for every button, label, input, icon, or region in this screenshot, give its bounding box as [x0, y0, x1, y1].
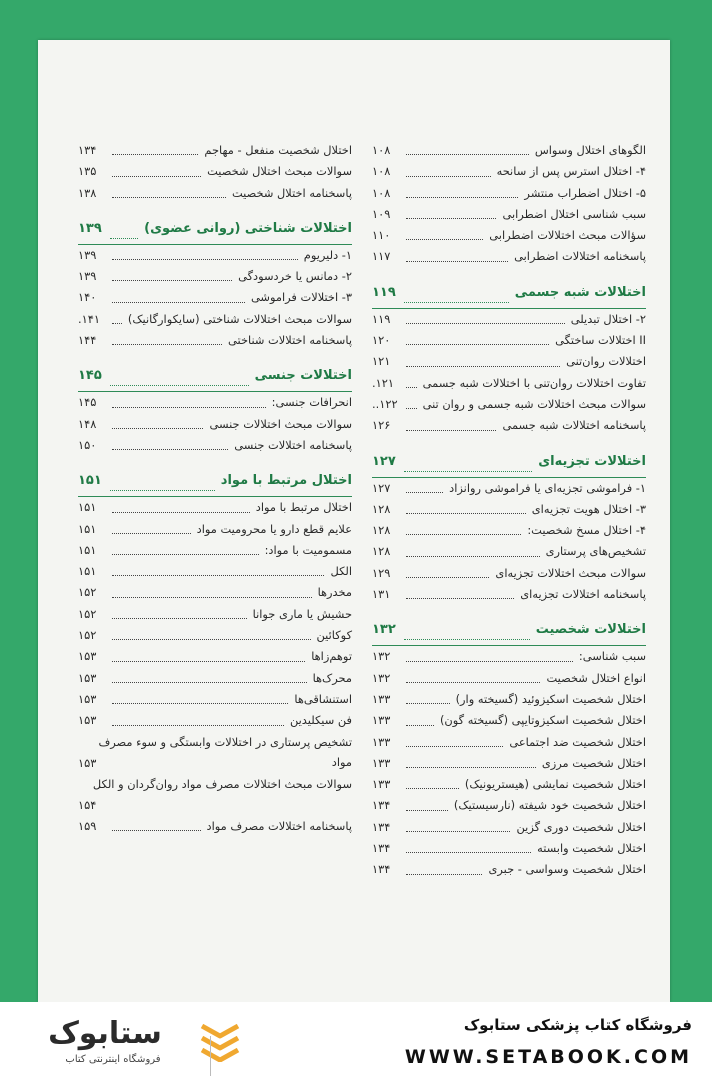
- leader-dots: [406, 387, 417, 388]
- toc-entry: [78, 497, 352, 518]
- toc-section-heading: [372, 451, 646, 478]
- toc-section-heading: [78, 365, 352, 392]
- entry-page-number: ۱۵۳: [78, 649, 97, 664]
- toc-entry: [372, 838, 646, 859]
- leader-dots: [406, 534, 521, 535]
- entry-title: سبب شناسی اختلال اضطرابی: [502, 206, 646, 221]
- entry-title: الگوهای اختلال وسواس: [534, 143, 646, 157]
- section-title: اختلالات جنسی: [254, 368, 352, 384]
- entry-page-number: ۱۱۹: [372, 311, 391, 326]
- toc-entry: [78, 646, 352, 667]
- leader-dots: [112, 703, 288, 704]
- toc-entry: [372, 373, 646, 394]
- entry-title: پاسخنامه اختلالات شناختی: [228, 333, 352, 348]
- leader-dots: [112, 533, 191, 534]
- toc-entry: [78, 625, 352, 646]
- entry-page-number: ۱۳۳: [372, 734, 391, 749]
- leader-dots: [406, 556, 540, 557]
- toc-entry: [372, 415, 646, 436]
- entry-page-number: ۱۳۹: [78, 247, 97, 262]
- leader-dots: [112, 154, 198, 155]
- leader-dots: [406, 239, 483, 240]
- section-title: اختلالات شناختی (روانی عضوی): [144, 220, 352, 236]
- toc-entry: [78, 435, 352, 456]
- entry-title: انحرافات جنسی:: [271, 395, 352, 410]
- entry-page-number: ۱۳۹: [78, 269, 97, 284]
- entry-title: محرک‌ها: [312, 670, 352, 685]
- entry-title: II اختلالات ساختگی: [555, 333, 646, 348]
- toc-entry: [372, 646, 646, 667]
- entry-title: ۴- اختلال مسخ شخصیت:: [527, 523, 646, 538]
- logo-tagline: فروشگاه اینترنتی کتاب: [65, 1054, 161, 1065]
- leader-dots: [112, 597, 312, 598]
- entry-page-number: ۱۵۱: [78, 500, 97, 515]
- entry-page-number: ۱۱۷: [372, 249, 391, 264]
- section-page-number: ۱۱۹: [372, 284, 396, 300]
- entry-page-number: ۱۳۵: [78, 164, 97, 179]
- leader-dots: [112, 280, 232, 281]
- toc-entry: [372, 246, 646, 267]
- leader-dots: [112, 682, 307, 683]
- entry-title: اختلال شخصیت دوری گزین: [516, 819, 646, 834]
- entry-title: علایم قطع دارو یا محرومیت مواد: [196, 521, 352, 536]
- entry-title: سوالات مبحث اختلالات جنسی: [209, 416, 352, 431]
- entry-page-number: ۱۲۱.: [372, 375, 394, 390]
- entry-title: اختلال مرتبط با مواد: [255, 500, 352, 515]
- toc-entry: [78, 287, 352, 308]
- toc-entry: [372, 140, 646, 161]
- entry-page-number: ۱۰۹: [372, 206, 391, 221]
- entry-title: تفاوت اختلالات روان‌تنی با اختلالات شبه جسمی: [422, 375, 646, 390]
- toc-entry: [372, 204, 646, 225]
- entry-title: ۳- اختلالات فراموشی: [250, 290, 352, 305]
- toc-entry: [372, 309, 646, 330]
- toc-entry: [372, 520, 646, 541]
- leader-dots: [112, 302, 245, 303]
- toc-section-heading: [372, 619, 646, 646]
- toc-entry: [78, 561, 352, 582]
- entry-title: اختلال شخصیت اسکیزوتایپی (گسیخته گون): [439, 713, 646, 728]
- leader-dots: [112, 661, 305, 662]
- entry-page-number: ۱۵۳: [78, 755, 97, 770]
- entry-title: استنشاقی‌ها: [294, 691, 352, 706]
- entry-title: پاسخنامه اختلالات جنسی: [234, 437, 352, 452]
- entry-page-number: ۱۵۳: [78, 691, 97, 706]
- logo-wordmark: ستابوک: [48, 1016, 162, 1051]
- entry-page-number: ۱۳۸: [78, 185, 97, 200]
- leader-dots: [112, 639, 311, 640]
- leader-dots: [112, 554, 259, 555]
- section-page-number: ۱۲۷: [372, 453, 396, 469]
- toc-entry: [372, 668, 646, 689]
- toc-entry: [78, 710, 352, 731]
- toc-entry: [78, 309, 352, 330]
- leader-dots: [404, 471, 532, 472]
- toc-entry: [372, 183, 646, 204]
- toc-entry: [78, 414, 352, 435]
- entry-title: فن سیکلیدین: [289, 713, 352, 728]
- toc-entry: [372, 859, 646, 880]
- entry-page-number: ۱۴۱.: [78, 311, 100, 326]
- leader-dots: [112, 176, 201, 177]
- entry-page-number: ۱۳۴: [372, 798, 391, 813]
- entry-title: الکل: [330, 564, 352, 579]
- toc-entry: [372, 499, 646, 520]
- entry-title: اختلال شخصیت خود شیفته (نارسیستیک): [453, 798, 646, 813]
- entry-title: ۲- دمانس یا خردسودگی: [238, 269, 352, 284]
- entry-page-number: ۱۴۸: [78, 416, 97, 431]
- leader-dots: [406, 703, 450, 704]
- leader-dots: [406, 323, 565, 324]
- entry-title: اختلالات روان‌تنی: [566, 354, 646, 369]
- section-page-number: ۱۳۲: [372, 622, 396, 638]
- leader-dots: [406, 788, 459, 789]
- leader-dots: [406, 261, 508, 262]
- toc-entry: [78, 540, 352, 561]
- entry-title: ۵- اختلال اضطراب منتشر: [524, 185, 646, 200]
- entry-page-number: ۱۵۲: [78, 585, 97, 600]
- toc-entry: [78, 519, 352, 540]
- leader-dots: [406, 874, 482, 875]
- entry-title: مخدرها: [317, 585, 352, 600]
- entry-page-number: ۱۳۴: [78, 143, 97, 157]
- toc-entry: [372, 795, 646, 816]
- leader-dots: [406, 725, 434, 726]
- leader-dots: [110, 490, 215, 491]
- entry-page-number: ۱۲۶: [372, 418, 391, 433]
- section-page-number: ۱۵۱: [78, 473, 102, 489]
- entry-title: سوالات مبحث اختلالات شناختی (سایکوارگانیک): [127, 311, 352, 326]
- toc-entry: [372, 732, 646, 753]
- entry-title: ۴- اختلال استرس پس از سانحه: [496, 164, 646, 179]
- toc-entry: [372, 753, 646, 774]
- toc-entry: [78, 582, 352, 603]
- leader-dots: [404, 302, 509, 303]
- toc-section-heading: [372, 282, 646, 309]
- entry-title: اختلال شخصیت وابسته: [537, 841, 646, 856]
- leader-dots: [406, 767, 536, 768]
- store-name: فروشگاه کتاب پزشکی ستابوک: [463, 1016, 692, 1034]
- toc-entry: [372, 330, 646, 351]
- entry-title: تشخیص‌های پرستاری: [545, 544, 646, 559]
- store-url[interactable]: WWW.SETABOOK.COM: [404, 1046, 692, 1068]
- leader-dots: [406, 218, 496, 219]
- section-page-number: ۱۴۵: [78, 368, 102, 384]
- entry-page-number: ۱۲۷: [372, 480, 391, 495]
- entry-page-number: ۱۵۰: [78, 437, 97, 452]
- book-stack-icon: [198, 1018, 242, 1062]
- entry-title: پاسخنامه اختلالات تجزیه‌ای: [520, 587, 646, 602]
- entry-page-number: ۱۵۱: [78, 564, 97, 579]
- entry-page-number: ۱۵۱: [78, 542, 97, 557]
- entry-title: انواع اختلال شخصیت: [546, 670, 646, 685]
- toc-entry: [78, 604, 352, 625]
- entry-page-number: ۱۳۳: [372, 691, 391, 706]
- leader-dots: [112, 725, 284, 726]
- leader-dots: [406, 831, 510, 832]
- section-title: اختلالات شخصیت: [535, 622, 646, 638]
- leader-dots: [406, 577, 489, 578]
- entry-title: مسمومیت با مواد:: [264, 542, 352, 557]
- toc-entry: [372, 584, 646, 605]
- entry-page-number: ۱۵۲: [78, 606, 97, 621]
- leader-dots: [112, 512, 250, 513]
- entry-title: اختلال شخصیت وسواسی - جبری: [488, 862, 646, 877]
- entry-page-number: ۱۲۱: [372, 354, 391, 369]
- leader-dots: [112, 428, 203, 429]
- toc-entry: [78, 816, 352, 837]
- entry-title: سوالات مبحث اختلال شخصیت: [207, 164, 352, 179]
- toc-entry: [372, 689, 646, 710]
- section-page-number: ۱۳۹: [78, 220, 102, 236]
- toc-entry: [372, 478, 646, 499]
- leader-dots: [112, 323, 122, 324]
- toc-entry: [372, 351, 646, 372]
- store-banner: [0, 1002, 712, 1080]
- toc-entry: [78, 732, 352, 774]
- toc-entry: [78, 245, 352, 266]
- leader-dots: [406, 408, 417, 409]
- toc-entry: [78, 668, 352, 689]
- entry-page-number: ۱۴۴: [78, 333, 97, 348]
- entry-page-number: ۱۳۲: [372, 670, 391, 685]
- entry-title: اختلال شخصیت منفعل - مهاجم: [204, 143, 352, 157]
- entry-page-number: ۱۲۲..: [372, 396, 398, 411]
- toc-entry: [78, 330, 352, 351]
- leader-dots: [406, 661, 573, 662]
- entry-title: اختلال شخصیت اسکیزوئید (گسیخته وار): [455, 691, 646, 706]
- entry-title: ۲- اختلال تبدیلی: [570, 311, 646, 326]
- entry-title: پاسخنامه اختلالات اضطرابی: [514, 249, 646, 264]
- leader-dots: [112, 344, 222, 345]
- entry-page-number: ۱۰۸: [372, 164, 391, 179]
- toc-entry: [372, 817, 646, 838]
- entry-page-number: ۱۲۸: [372, 523, 391, 538]
- toc-entry: [372, 563, 646, 584]
- logo-divider: [210, 1036, 211, 1076]
- entry-page-number: ۱۳۴: [372, 862, 391, 877]
- entry-page-number: ۱۵۲: [78, 628, 97, 643]
- entry-page-number: ۱۵۴: [78, 797, 97, 812]
- entry-title: سوالات مبحث اختلالات شبه جسمی و روان تنی: [422, 396, 646, 411]
- toc-entry: [372, 774, 646, 795]
- entry-title: ۱- دلیریوم: [303, 247, 352, 262]
- section-title: اختلالات شبه جسمی: [514, 284, 646, 300]
- toc-section-heading: [78, 218, 352, 245]
- leader-dots: [112, 575, 324, 576]
- entry-page-number: ۱۲۸: [372, 544, 391, 559]
- toc-right-column: [372, 140, 646, 881]
- toc-entry: [78, 774, 352, 816]
- toc-entry: [372, 161, 646, 182]
- leader-dots: [406, 598, 514, 599]
- leader-dots: [406, 746, 503, 747]
- toc-entry: [78, 689, 352, 710]
- entry-page-number: ۱۳۱: [372, 587, 391, 602]
- leader-dots: [112, 197, 226, 198]
- entry-title: پاسخنامه اختلالات شبه جسمی: [502, 418, 646, 433]
- entry-title: سؤالات مبحث اختلالات اضطرابی: [489, 228, 646, 243]
- leader-dots: [406, 344, 549, 345]
- entry-page-number: ۱۳۳: [372, 713, 391, 728]
- entry-page-number: ۱۲۸: [372, 501, 391, 516]
- leader-dots: [112, 259, 298, 260]
- toc-entry: [372, 394, 646, 415]
- entry-title: پاسخنامه اختلال شخصیت: [231, 185, 352, 200]
- section-title: اختلال مرتبط با مواد: [220, 473, 352, 489]
- section-title: اختلالات تجزیه‌ای: [538, 453, 646, 469]
- leader-dots: [406, 682, 540, 683]
- leader-dots: [406, 176, 491, 177]
- entry-page-number: ۱۴۵: [78, 395, 97, 410]
- entry-title: ۱- فراموشی تجزیه‌ای یا فراموشی روانزاد: [449, 480, 646, 495]
- entry-title: سوالات مبحث اختلالات تجزیه‌ای: [495, 565, 646, 580]
- leader-dots: [112, 449, 228, 450]
- leader-dots: [112, 830, 201, 831]
- leader-dots: [112, 618, 247, 619]
- entry-page-number: ۱۳۴: [372, 841, 391, 856]
- entry-page-number: ۱۵۱: [78, 521, 97, 536]
- entry-title: کوکائین: [316, 628, 352, 643]
- toc-entry: [78, 183, 352, 204]
- entry-page-number: ۱۲۹: [372, 565, 391, 580]
- toc-entry: [372, 710, 646, 731]
- entry-page-number: ۱۴۰: [78, 290, 97, 305]
- toc-entry: [78, 266, 352, 287]
- leader-dots: [406, 197, 518, 198]
- entry-page-number: ۱۵۹: [78, 818, 97, 833]
- entry-page-number: ۱۱۰: [372, 228, 391, 243]
- entry-title: اختلال شخصیت نمایشی (هیستریونیک): [464, 777, 646, 792]
- entry-page-number: ۱۰۸: [372, 185, 391, 200]
- toc-entry: [78, 392, 352, 413]
- leader-dots: [406, 430, 496, 431]
- leader-dots: [406, 852, 531, 853]
- entry-title: اختلال شخصیت ضد اجتماعی: [509, 734, 646, 749]
- entry-page-number: ۱۳۴: [372, 819, 391, 834]
- entry-page-number: ۱۳۳: [372, 755, 391, 770]
- leader-dots: [110, 238, 138, 239]
- entry-page-number: ۱۵۳: [78, 670, 97, 685]
- toc-entry: [78, 140, 352, 161]
- entry-page-number: ۱۳۳: [372, 777, 391, 792]
- toc-left-column: [78, 140, 352, 837]
- entry-title: حشیش یا ماری جوانا: [252, 606, 352, 621]
- leader-dots: [406, 366, 560, 367]
- leader-dots: [404, 639, 530, 640]
- toc-entry: [372, 541, 646, 562]
- entry-title: پاسخنامه اختلالات مصرف مواد: [206, 818, 352, 833]
- book-page: [38, 40, 670, 1002]
- setabook-logo: [30, 1016, 240, 1068]
- leader-dots: [406, 513, 526, 514]
- entry-title: اختلال شخصیت مرزی: [541, 755, 646, 770]
- leader-dots: [112, 407, 266, 408]
- entry-page-number: ۱۳۲: [372, 649, 391, 664]
- entry-title: سبب شناسی:: [578, 649, 646, 664]
- entry-title: تشخیص پرستاری در اختلالات وابستگی و سوء مصرف مواد: [98, 734, 352, 769]
- leader-dots: [110, 385, 249, 386]
- leader-dots: [406, 492, 443, 493]
- entry-title: سوالات مبحث اختلالات مصرف مواد روان‌گردان و الکل: [92, 776, 352, 791]
- entry-title: توهم‌زاها: [311, 649, 352, 664]
- entry-page-number: ۱۵۳: [78, 713, 97, 728]
- entry-page-number: ۱۲۰: [372, 333, 391, 348]
- toc-entry: [78, 161, 352, 182]
- entry-title: ۳- اختلال هویت تجزیه‌ای: [531, 501, 646, 516]
- toc-entry: [372, 225, 646, 246]
- entry-page-number: ۱۰۸: [372, 143, 391, 157]
- leader-dots: [406, 154, 529, 155]
- toc-section-heading: [78, 470, 352, 497]
- leader-dots: [406, 810, 448, 811]
